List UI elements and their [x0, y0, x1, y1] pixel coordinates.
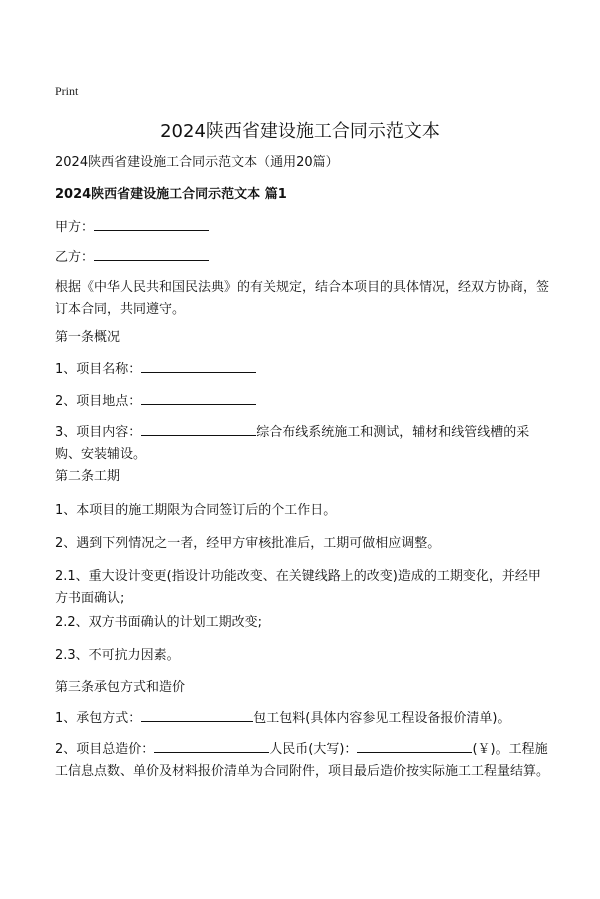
article2-item2: 2、遇到下列情况之一者，经甲方审核批准后，工期可做相应调整。	[55, 536, 441, 551]
article2-item2-1: 2.1、重大设计变更(指设计功能改变、在关键线路上的改变)造成的工期变化，并经甲方书面确认;	[55, 569, 541, 606]
article1-heading: 第一条概况	[55, 330, 121, 345]
total-price-rmb-blank	[357, 738, 472, 753]
article2-item2-2: 2.2、双方书面确认的计划工期改变;	[55, 615, 263, 630]
contract-method-text: 包工包料(具体内容参见工程设备报价清单)。	[253, 711, 511, 726]
section-heading: 2024陕西省建设施工合同示范文本 篇1	[55, 187, 287, 202]
article2-item2-3: 2.3、不可抗力因素。	[55, 648, 180, 663]
project-name-blank	[141, 358, 256, 373]
total-price-paragraph	[55, 738, 550, 783]
party-a-label: 甲方：	[55, 220, 95, 235]
total-price-blank	[154, 738, 269, 753]
article2-item1: 1、本项目的施工期限为合同签订后的个工作日。	[55, 503, 337, 518]
project-name-line	[55, 358, 550, 381]
total-price-rmb-label: 人民币(大写)：	[269, 742, 358, 757]
document-subtitle: 2024陕西省建设施工合同示范文本（通用20篇）	[55, 155, 339, 170]
article2-heading: 第二条工期	[55, 469, 121, 484]
total-price-tail: (￥)。工程施工信息点数、单价及材料报价清单为合同附件，项目最后造价按实际施工工程量结算。	[55, 742, 550, 779]
project-location-line	[55, 390, 550, 413]
project-content-label: 3、项目内容：	[55, 425, 142, 440]
document-title: 2024陕西省建设施工合同示范文本	[160, 121, 440, 142]
party-a-line	[55, 216, 550, 239]
project-location-blank	[141, 390, 256, 405]
contract-method-blank	[141, 707, 253, 722]
total-price-label: 2、项目总造价：	[55, 742, 155, 757]
project-content-paragraph	[55, 421, 550, 466]
project-content-text: 综合布线系统施工和测试，辅材和线管线槽的采购、安装辅设。	[55, 425, 530, 462]
project-location-label: 2、项目地点：	[55, 394, 142, 409]
party-b-line	[55, 246, 550, 269]
print-link[interactable]: Print	[55, 84, 79, 98]
project-content-blank	[141, 421, 256, 436]
intro-paragraph: 根据《中华人民共和国民法典》的有关规定，结合本项目的具体情况，经双方协商，签订本合同，共同遵守。	[55, 280, 550, 317]
article3-heading: 第三条承包方式和造价	[55, 680, 186, 695]
party-b-label: 乙方：	[55, 250, 95, 265]
contract-method-label: 1、承包方式：	[55, 711, 142, 726]
project-name-label: 1、项目名称：	[55, 362, 142, 377]
party-a-blank	[94, 216, 209, 231]
contract-method-line	[55, 707, 550, 730]
party-b-blank	[94, 246, 209, 261]
